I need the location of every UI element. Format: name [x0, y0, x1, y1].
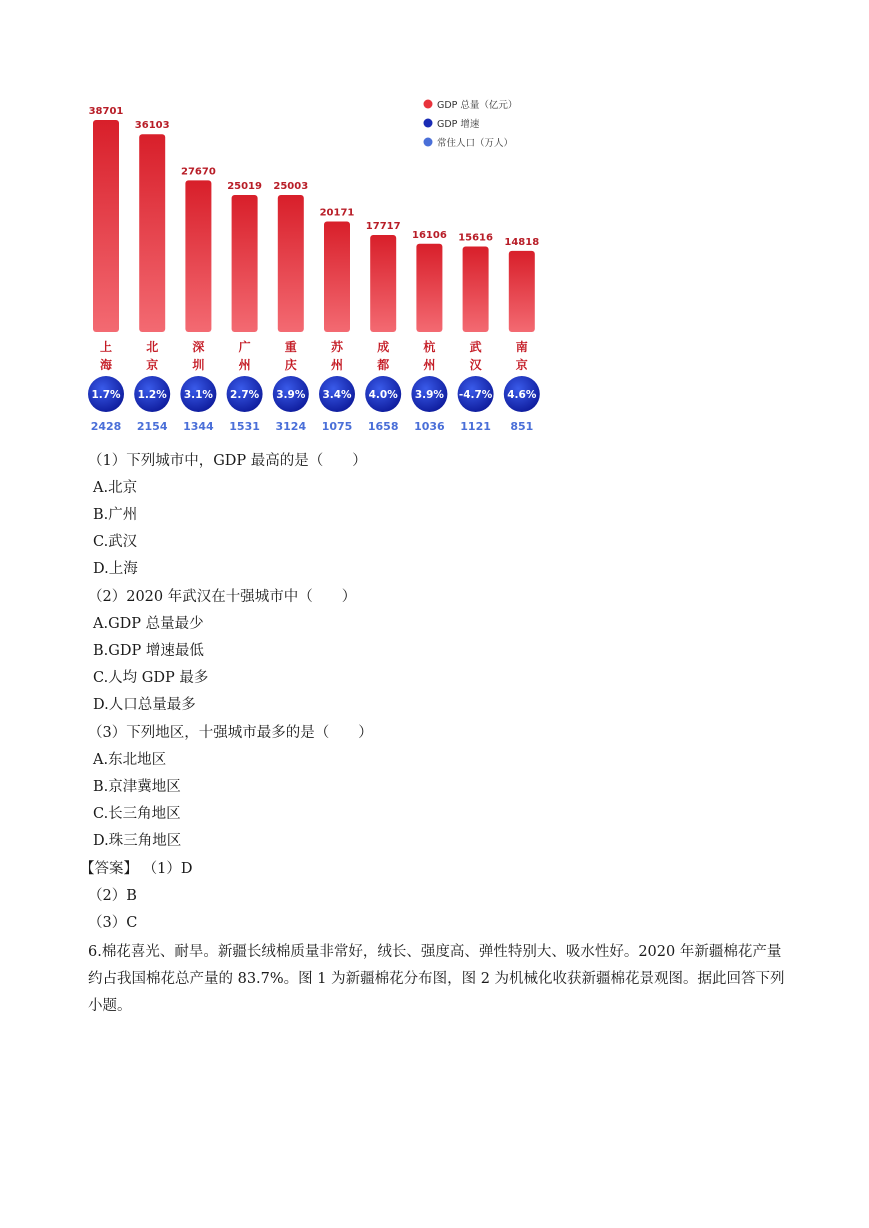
city-label: 北	[146, 340, 159, 354]
q3-option-b: B.京津冀地区	[93, 779, 181, 795]
gdp-value-label: 25003	[273, 181, 309, 193]
q2-option-b: B.GDP 增速最低	[93, 643, 204, 659]
population-label: 1344	[183, 420, 214, 433]
growth-label: 1.7%	[91, 389, 121, 401]
q3-option-c: C.长三角地区	[93, 806, 181, 822]
city-label: 广	[238, 340, 251, 354]
growth-label: 3.9%	[276, 389, 306, 401]
q1-option-c: C.武汉	[93, 534, 138, 550]
city-label: 上	[99, 340, 113, 354]
gdp-value-label: 25019	[227, 180, 262, 192]
question-6-text: 6.棉花喜光、耐旱。新疆长绒棉质量非常好，绒长、强度高、弹性特别大、吸水性好。2020 年新疆棉花产量约占我国棉花总产量的 83.7%。图 1 为新疆棉花分布图，图 2 为机械化收获新疆棉花景观图。据此回答下列小题。	[88, 944, 785, 1014]
population-label: 1531	[229, 420, 260, 433]
growth-label: 4.6%	[507, 389, 537, 401]
legend-marker	[424, 119, 433, 128]
population-label: 1036	[414, 420, 445, 433]
legend-label: GDP 总量（亿元）	[437, 100, 518, 111]
gdp-bar	[139, 134, 165, 332]
gdp-bar	[185, 180, 211, 332]
gdp-value-label: 27670	[181, 166, 216, 178]
q2-option-d: D.人口总量最多	[93, 697, 196, 713]
gdp-bar	[370, 235, 396, 332]
growth-label: 3.1%	[183, 389, 213, 401]
city-label: 海	[99, 358, 113, 372]
population-label: 2154	[136, 420, 168, 433]
gdp-bar	[324, 222, 350, 332]
q2-option-a: A.GDP 总量最少	[93, 616, 204, 632]
population-label: 851	[510, 420, 534, 433]
gdp-value-label: 20171	[319, 207, 355, 219]
legend-label: GDP 增速	[437, 119, 480, 130]
gdp-value-label: 38701	[88, 106, 124, 117]
growth-label: 2.7%	[230, 389, 260, 401]
gdp-value-label: 16106	[412, 229, 447, 241]
gdp-bar	[232, 195, 258, 332]
city-label: 重	[284, 340, 297, 354]
growth-label: 3.9%	[414, 389, 444, 401]
population-label: 1075	[321, 420, 353, 433]
gdp-chart-svg	[80, 92, 540, 437]
city-label: 苏	[330, 340, 344, 354]
gdp-bar	[463, 246, 489, 332]
city-label: 州	[330, 358, 344, 372]
q3-option-a: A.东北地区	[93, 752, 167, 768]
gdp-bar	[416, 244, 442, 332]
city-label: 杭	[423, 340, 436, 354]
city-label: 京	[146, 358, 159, 372]
city-label: 深	[192, 340, 205, 354]
growth-label: 3.4%	[322, 389, 352, 401]
city-label: 庆	[284, 358, 297, 372]
growth-label: 4.0%	[368, 389, 398, 401]
legend-marker	[424, 138, 433, 147]
city-label: 汉	[469, 358, 482, 372]
city-label: 州	[423, 358, 436, 372]
answer-line-1: 【答案】 （1）D	[80, 861, 193, 877]
gdp-value-label: 36103	[134, 120, 170, 132]
question-1-stem: （1）下列城市中，GDP 最高的是（ ）	[88, 453, 367, 469]
city-label: 成	[377, 340, 390, 354]
city-label: 南	[515, 340, 528, 354]
gdp-bar	[278, 195, 304, 332]
question-3-stem: （3）下列地区，十强城市最多的是（ ）	[88, 725, 373, 741]
answer-line-3: （3）C	[88, 915, 138, 931]
gdp-value-label: 14818	[504, 236, 540, 248]
population-label: 2428	[90, 420, 122, 433]
population-label: 1658	[367, 420, 399, 433]
population-label: 3124	[275, 420, 307, 433]
growth-label: 1.2%	[137, 389, 167, 401]
growth-label: -4.7%	[458, 389, 493, 401]
q2-option-c: C.人均 GDP 最多	[93, 670, 209, 686]
gdp-bar	[93, 120, 119, 332]
city-label: 武	[469, 340, 482, 354]
answer-line-2: （2）B	[88, 888, 137, 904]
population-label: 1121	[460, 420, 491, 433]
gdp-bar	[509, 251, 535, 332]
q1-option-d: D.上海	[93, 561, 138, 577]
legend-marker	[424, 100, 433, 109]
city-label: 京	[515, 358, 528, 372]
legend-label: 常住人口（万人）	[437, 138, 514, 149]
gdp-value-label: 15616	[458, 232, 493, 244]
q3-option-d: D.珠三角地区	[93, 833, 182, 849]
city-label: 州	[238, 358, 251, 372]
question-2-stem: （2）2020 年武汉在十强城市中（ ）	[88, 589, 357, 605]
q1-option-b: B.广州	[93, 507, 138, 523]
gdp-value-label: 17717	[365, 220, 401, 232]
city-label: 圳	[192, 358, 205, 372]
gdp-chart	[80, 92, 540, 437]
q1-option-a: A.北京	[93, 480, 138, 496]
city-label: 都	[377, 358, 390, 372]
